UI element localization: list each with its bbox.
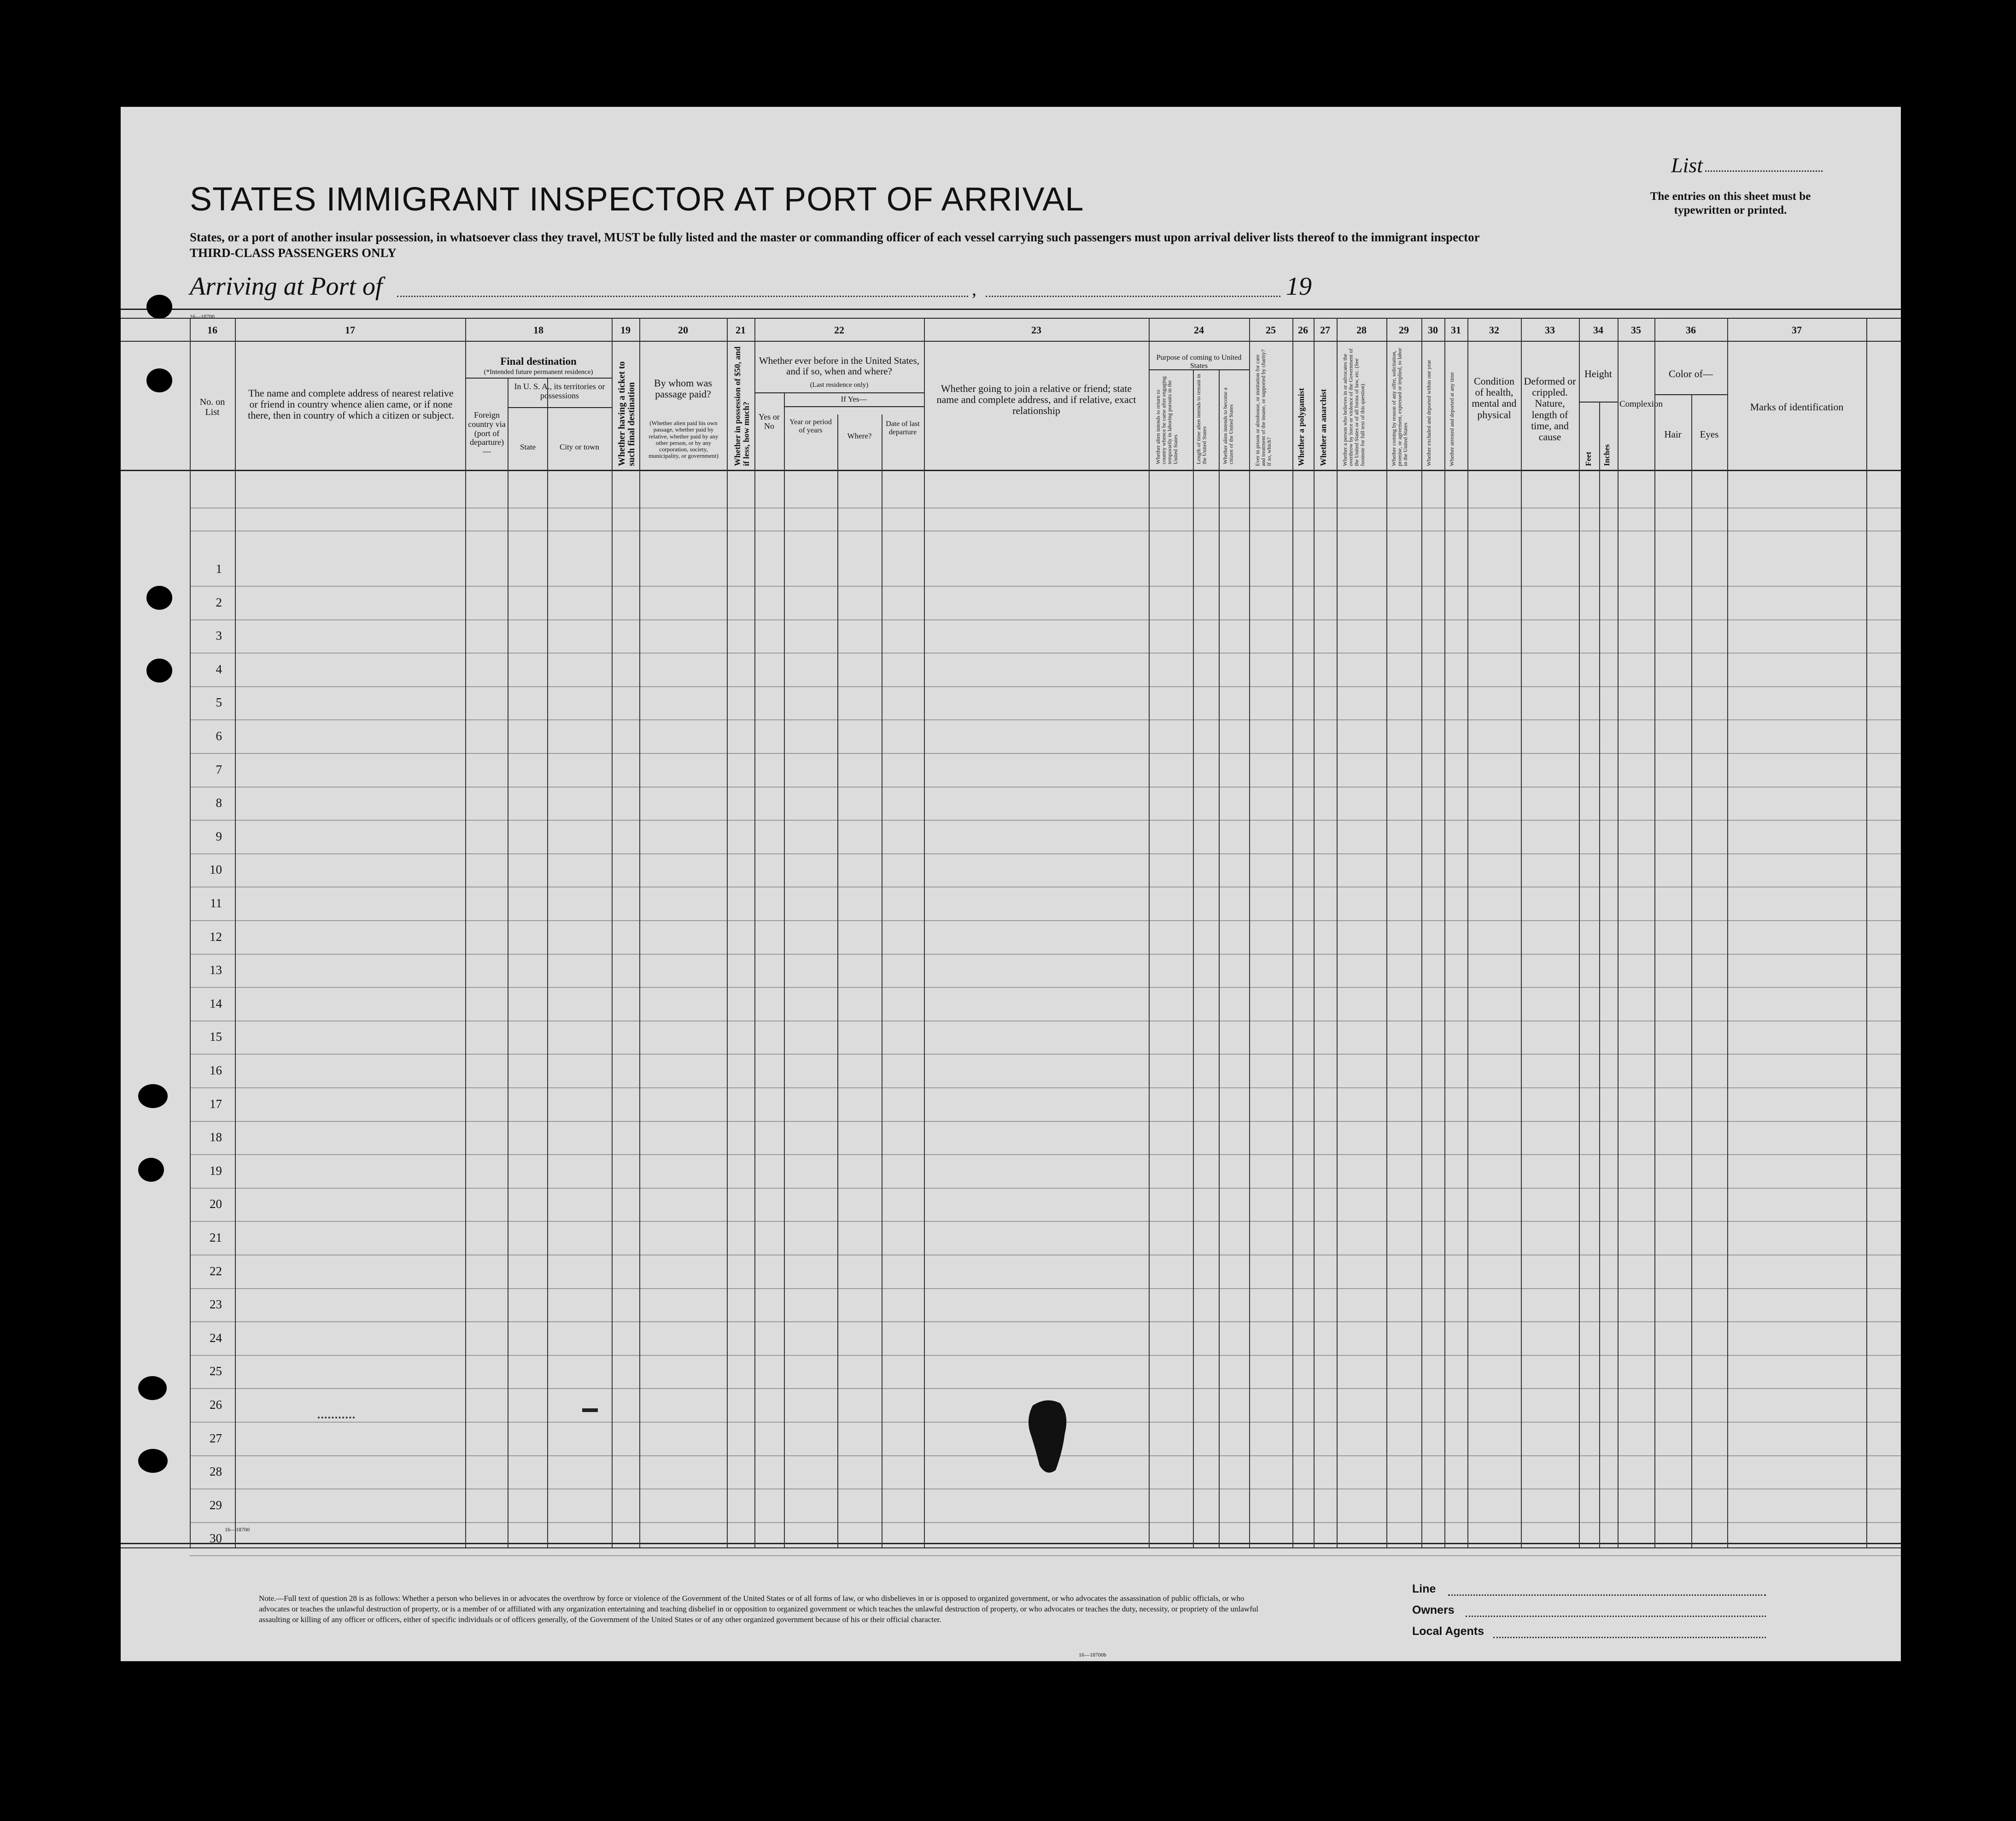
- form-number-top: 16—18700: [190, 313, 215, 320]
- row-number: 11: [210, 896, 222, 910]
- col-30-label: Whether excluded and deported within one year: [1426, 360, 1432, 466]
- row-rule: [190, 719, 1901, 720]
- col-16-label: No. on List: [199, 397, 225, 417]
- line-label: Line: [1412, 1582, 1436, 1595]
- col-18-city: City or town: [560, 443, 599, 451]
- col-22-date: Date of last departure: [886, 420, 920, 436]
- col-26-label: Whether a polygamist: [1297, 388, 1306, 466]
- col-20-num: 20: [678, 324, 688, 336]
- typewritten-instruction: The entries on this sheet must be typewritten or printed.: [1650, 190, 1811, 216]
- row-rule: [190, 686, 1901, 687]
- col-31-label: Whether arrested and deported at any time: [1449, 372, 1455, 466]
- row-number: 5: [216, 695, 222, 710]
- footnote-28: Note.—Full text of question 28 is as follows: Whether a person who believes in or advocates the overthrow by force or violence of the Government of the United States or of all forms of law, or who disbelieves in or is opposed to organized government, or who advocates the assassination of public officials, or who advocates or teaches the unlawful destruction of property, or is a member of or affiliated with any organization entertaining and teaching disbelief in or opposition to organized government or which teaches the unlawful destruction of property, or who advocates or teaches the duty, necessity, or propriety of the unlawful assaulting or killing of any officer or officers, either of specific individuals or of officers generally, of the Government of the United States or of any other organized government because of his or their official character.: [259, 1594, 1258, 1624]
- col-20-label: By whom was passage paid?: [654, 377, 712, 400]
- row-rule: [190, 1555, 1901, 1556]
- col-20-note: (Whether alien paid his own passage, whether paid by relative, whether paid by any other person, or by any corporation, society, municipality, or government): [649, 420, 719, 460]
- col-21-num: 21: [736, 324, 746, 336]
- col-34-inches: Inches: [1602, 444, 1611, 466]
- col-18-label: Final destination: [500, 356, 577, 367]
- binder-hole: [146, 659, 172, 683]
- col-37-label: Marks of identification: [1750, 401, 1844, 413]
- col-36-num: 36: [1686, 324, 1696, 336]
- row-number: 29: [210, 1498, 222, 1512]
- row-number: 22: [210, 1264, 222, 1278]
- row-number: 18: [210, 1130, 222, 1144]
- page-title: STATES IMMIGRANT INSPECTOR AT PORT OF ARRIVAL: [190, 181, 1084, 218]
- row-number: 15: [210, 1030, 222, 1044]
- col-28-label: Whether a person who believes in or advocates the overthrow by force or violence of the Government of the United States or of all forms of law, etc. (See footnote for full text of this question): [1342, 348, 1366, 466]
- col-32-label: Condition of health, mental and physical: [1472, 375, 1517, 420]
- row-number: 4: [216, 662, 222, 676]
- row-rule: [190, 1288, 1901, 1289]
- row-rule: [190, 787, 1901, 788]
- row-number: 17: [210, 1097, 222, 1111]
- col-18-foreign: Foreign country via (port of departure)—: [468, 410, 506, 456]
- arriving-label: Arriving at Port of: [190, 272, 383, 301]
- col-16-num: 16: [207, 324, 217, 336]
- col-22-where: Where?: [847, 432, 872, 440]
- port-field[interactable]: [397, 296, 968, 297]
- local-agents-field[interactable]: [1493, 1637, 1766, 1638]
- row-rule: [190, 820, 1901, 821]
- row-rule: [190, 1321, 1901, 1322]
- col-18-usa: In U. S. A., its territories or possessions: [514, 382, 605, 400]
- row-rule: [190, 1054, 1901, 1055]
- col-30-num: 30: [1428, 324, 1438, 336]
- col-24-c: Whether alien intends to become a citizen of the United States: [1222, 387, 1234, 464]
- list-label: List: [1671, 153, 1703, 177]
- col-19-label: Whether having a ticket to such final destination: [617, 361, 637, 466]
- row-number: 1: [216, 562, 222, 576]
- col-22-num: 22: [834, 324, 844, 336]
- row-number: 27: [210, 1431, 222, 1445]
- row-rule: [190, 853, 1901, 854]
- col-23-num: 23: [1031, 324, 1041, 336]
- row-rule: [190, 954, 1901, 955]
- col-22-period: Year or period of years: [789, 418, 832, 434]
- col-24-label: Purpose of coming to United States: [1156, 354, 1242, 370]
- row-number: 8: [216, 796, 222, 810]
- col-27-label: Whether an anarchist: [1319, 389, 1328, 466]
- col-22-yesno: Yes or No: [759, 412, 780, 431]
- col-18-note: (*Intended future permanent residence): [484, 368, 593, 376]
- row-rule: [190, 586, 1901, 587]
- line-field[interactable]: [1448, 1594, 1766, 1596]
- binder-hole: [138, 1084, 168, 1108]
- col-33-label: Deformed or crippled. Nature, length of time, and cause: [1524, 375, 1576, 443]
- row-number: 10: [210, 863, 222, 877]
- class-line: THIRD-CLASS PASSENGERS ONLY: [190, 246, 397, 260]
- row-rule: [190, 1388, 1901, 1389]
- row-number: 26: [210, 1398, 222, 1412]
- row-number: 2: [216, 595, 222, 609]
- col-31-num: 31: [1451, 324, 1461, 336]
- col-22-ifyes: If Yes—: [841, 395, 867, 403]
- row-number: 24: [210, 1331, 222, 1345]
- col-17-label: The name and complete address of nearest relative or friend in country whence alien came, or if none there, then in country of which a citizen or subject.: [248, 387, 454, 421]
- binder-hole: [138, 1376, 167, 1400]
- row-number: 7: [216, 762, 222, 776]
- row-rule: [190, 920, 1901, 921]
- col-34-num: 34: [1593, 324, 1603, 336]
- col-36-hair: Hair: [1664, 429, 1682, 440]
- row-rule: [190, 653, 1901, 654]
- col-19-num: 19: [620, 324, 631, 336]
- row-number: 13: [210, 963, 222, 977]
- row-number: 20: [210, 1197, 222, 1211]
- col-36-label: Color of—: [1669, 368, 1713, 379]
- col-34-feet: Feet: [1584, 451, 1593, 466]
- col-23-label: Whether going to join a relative or friend; state name and complete address, and if relative, exact relationship: [936, 383, 1136, 417]
- row-number: 12: [210, 929, 222, 944]
- row-number: 25: [210, 1364, 222, 1378]
- col-24-num: 24: [1194, 324, 1204, 336]
- row-rule: [190, 619, 1901, 620]
- year-prefix: 19: [1286, 272, 1312, 301]
- page-subtitle: States, or a port of another insular possession, in whatsoever class they travel, MUST be fully listed and the master or commanding officer of each vessel carrying such passengers must upon arrival deliver lists thereof to the immigrant inspector: [190, 230, 1480, 244]
- col-22-note: (Last residence only): [810, 381, 869, 389]
- binder-hole: [146, 586, 172, 610]
- ink-mark: [318, 1417, 355, 1418]
- row-rule: [190, 1221, 1901, 1222]
- owners-field[interactable]: [1466, 1616, 1766, 1617]
- row-number: 28: [210, 1465, 222, 1479]
- date-field[interactable]: [986, 296, 1280, 297]
- row-rule: [190, 1154, 1901, 1155]
- row-number: 19: [210, 1163, 222, 1178]
- col-17-num: 17: [345, 324, 355, 336]
- binder-hole: [146, 368, 172, 392]
- footnote-form-number: 16—18700b: [1079, 1652, 1106, 1658]
- col-34-label: Height: [1584, 368, 1612, 379]
- row-rule: [190, 753, 1901, 754]
- row-number: 14: [210, 996, 222, 1010]
- form-number-bottom: 16—18700: [225, 1526, 250, 1533]
- row-number: 16: [210, 1063, 222, 1077]
- col-25-label: Ever in prison or almshouse, or institution for care and treatment of the insane, or supported by charity? If so, which?: [1254, 350, 1273, 466]
- col-27-num: 27: [1320, 324, 1330, 336]
- row-number: 9: [216, 829, 222, 843]
- col-36-eyes: Eyes: [1700, 429, 1719, 440]
- local-agents-label: Local Agents: [1412, 1625, 1484, 1638]
- row-rule: [190, 1488, 1901, 1489]
- binder-hole: [138, 1158, 164, 1182]
- col-18-num: 18: [533, 324, 543, 336]
- binder-hole: [138, 1449, 168, 1473]
- row-rule: [190, 1522, 1901, 1523]
- row-rule: [190, 1121, 1901, 1122]
- row-rule: [190, 987, 1901, 988]
- ink-blot: [1023, 1396, 1079, 1479]
- col-24-a: Whether alien intends to return to country whence he came after engaging temporarily in laboring pursuits in the United States: [1155, 376, 1179, 464]
- col-33-num: 33: [1545, 324, 1555, 336]
- col-24-b: Length of time alien intends to remain in the United States: [1195, 374, 1208, 464]
- row-rule: [190, 1188, 1901, 1189]
- list-field[interactable]: [1705, 170, 1823, 172]
- col-28-num: 28: [1356, 324, 1367, 336]
- row-rule: [190, 1087, 1901, 1088]
- col-29-label: Whether coming by reason of any offer, solicitation, promise, or agreement, expressed or implied, to labor in the United States: [1391, 348, 1409, 466]
- col-21-label: Whether in possession of $50, and if less, how much?: [733, 346, 751, 466]
- ink-mark: [582, 1408, 598, 1412]
- row-number: 30: [210, 1531, 222, 1546]
- row-number: 23: [210, 1297, 222, 1312]
- owners-label: Owners: [1412, 1604, 1455, 1617]
- col-18-state: State: [520, 443, 536, 451]
- col-25-num: 25: [1266, 324, 1276, 336]
- manifest-sheet: List The entries on this sheet must be typewritten or printed. STATES IMMIGRANT INSPECTOR AT PORT OF ARRIVAL States, or a port of another insular possession, in whatsoever class they travel, MUST be fully listed and the master or commanding officer of each vessel carrying such passengers must upon arrival deliver lists thereof to the immigrant inspector THIRD-CLASS PASSENGERS ONLY Arriving at Port of , 19 16—18700 16 17 18 19 20 21 22 23 24 25 26 27 28 29 30 31 32 33 34 35 36 37 No. on List The name and complete address of nearest relative or friend in country whence alien came, or if none there, then in country of which a citizen or subject. Final destination (*Intended future permanent residence) Foreign country via (port of departure)— In U. S. A., its territories or possessions State City or town Whether having a ticket to such final destination By whom was passage paid? (Whether alien paid his own passage, whether paid by relative, whether paid by any other person, or by any corporation, society, municipality, or government) Whether in possession of $50, and if less, how much? Whether ever before in the United States, and if so, when and where? (Last residence only) If Yes— Yes or No Year or period of years Where? Date of last departure Whether going to join a relative or friend; state name and complete address, and if relative, exact relationship Purpose of coming to United States Whether alien intends to return to country whence he came after engaging temporarily in laboring pursuits in the United States Length of time alien intends to remain in the United States Whether alien intends to become a citizen of the United States Ever in prison or almshouse, or institution for care and treatment of the insane, or supported by charity? If so, which? Whether a polygamist Whether an anarchist Whether a person who believes in or advocates the overthrow by force or violence of the Government of the United States or of all forms of law, etc. (See footnote for full text of this question) Whether coming by reason of any offer, solicitation, promise, or agreement, expressed or implied, to labor in the United States Whether excluded and deported within one year Whether arrested and deported at any time Condition of health, mental and physical Deformed or crippled. Nature, length of time, and cause Height Feet Inches Complexion Color of— Hair Eyes Marks of identification 1 2 3 4 5 6 7 8 9 10 11 12 13 14 15 16 17 18 19 20 21 22 23 24 25 26 27 28 29 30 16—18700 Note.—Full text of question 28 is as follows: Whether a person who believes in or advocates the overthrow by force or violence of the Government of the United States or of all forms of law, or who disbelieves in or is opposed to organized government, or who advocates the assassination of public officials, or who advocates or teaches the unlawful destruction of property, or is a member of or affiliated with any organization entertaining and teaching disbelief in or opposition to organized government or which teaches the unlawful destruction of property, or who advocates or teaches the duty, necessity, or propriety of the unlawful assaulting or killing of any officer or officers, either of specific individuals or of officers generally, of the Government of the United States or of any other organized government because of his or their official character. 16—18700b Line Owners Local Agents: [121, 107, 1901, 1661]
- row-number: 21: [210, 1231, 222, 1244]
- binder-hole: [146, 295, 172, 319]
- row-number: 3: [216, 629, 222, 643]
- col-35-label: Complexion: [1619, 399, 1663, 409]
- col-26-num: 26: [1298, 324, 1308, 336]
- row-number: 6: [216, 729, 222, 743]
- col-37-num: 37: [1792, 324, 1802, 336]
- col-29-num: 29: [1399, 324, 1409, 336]
- col-35-num: 35: [1631, 324, 1641, 336]
- col-32-num: 32: [1489, 324, 1499, 336]
- row-rule: [190, 1355, 1901, 1356]
- col-22-label: Whether ever before in the United States, and if so, when and where?: [759, 355, 920, 377]
